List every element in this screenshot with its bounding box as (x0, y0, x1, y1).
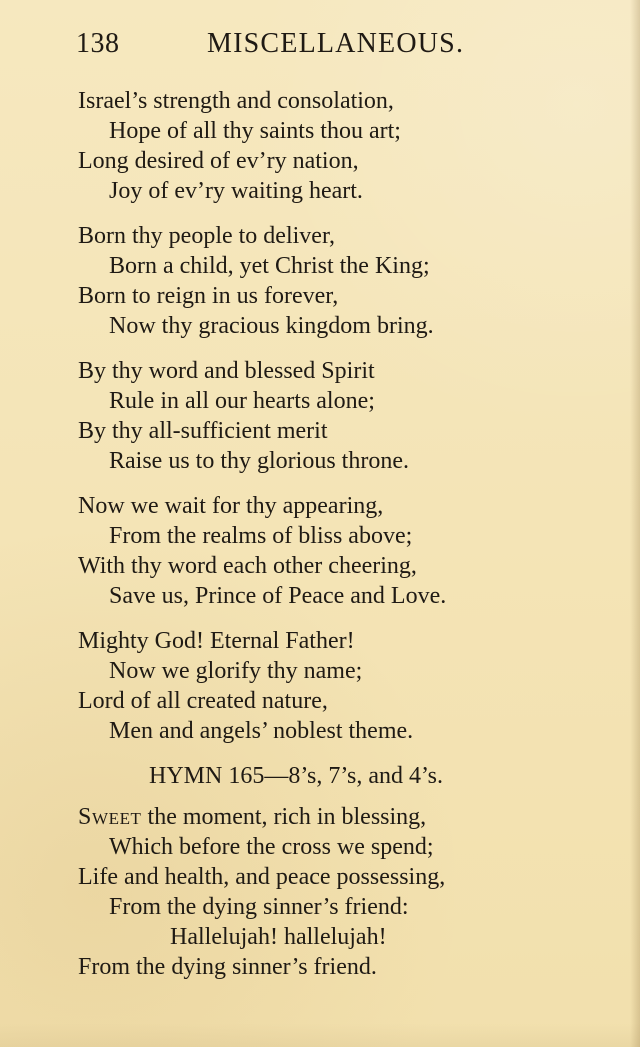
stanza-line: Lord of all created nature, (78, 688, 328, 714)
hymn-refrain: Hallelujah! hallelujah! (170, 924, 387, 950)
stanza-line: From the realms of bliss above; (109, 523, 413, 549)
stanza-line: Israel’s strength and consolation, (78, 88, 394, 114)
page-number: 138 (76, 28, 120, 59)
stanza-4 (78, 491, 578, 611)
page-header (76, 28, 554, 62)
stanza-line: Long desired of ev’ry nation, (78, 148, 359, 174)
page-content (78, 86, 578, 997)
stanza-line: With thy word each other cheering, (78, 553, 417, 579)
hymn-stanza (78, 802, 578, 982)
hymn-line: Which before the cross we spend; (109, 834, 434, 860)
stanza-line: By thy word and blessed Spirit (78, 358, 375, 384)
hymn-first-line (78, 802, 578, 832)
stanza-line: Now we wait for thy appearing, (78, 493, 384, 519)
stanza-5 (78, 626, 578, 746)
stanza-line: Hope of all thy saints thou art; (109, 118, 401, 144)
stanza-3 (78, 356, 578, 476)
stanza-line: Now we glorify thy name; (109, 658, 363, 684)
stanza-2 (78, 221, 578, 341)
running-title: MISCELLANEOUS. (207, 28, 465, 59)
stanza-1 (78, 86, 578, 206)
hymn-line: From the dying sinner’s friend. (78, 954, 377, 980)
stanza-line: Raise us to thy glorious throne. (109, 448, 409, 474)
page-edge-shadow (630, 0, 640, 1047)
stanza-line: Joy of ev’ry waiting heart. (109, 178, 363, 204)
stanza-line: Rule in all our hearts alone; (109, 388, 375, 414)
stanza-line: Men and angels’ noblest theme. (109, 718, 414, 744)
hymn-line: From the dying sinner’s friend: (109, 894, 409, 920)
stanza-line: Born thy people to deliver, (78, 223, 335, 249)
hymn-title: HYMN 165—8’s, 7’s, and 4’s. (149, 763, 444, 789)
stanza-line: Save us, Prince of Peace and Love. (109, 583, 447, 609)
stanza-line: By thy all-sufficient merit (78, 418, 328, 444)
hymn-first-word: Sweet (78, 804, 142, 830)
page-bottom-shadow (0, 1023, 640, 1047)
stanza-line: Born to reign in us forever, (78, 283, 339, 309)
stanza-line: Now thy gracious kingdom bring. (109, 313, 434, 339)
hymn-line: Life and health, and peace possessing, (78, 864, 446, 890)
stanza-line: Mighty God! Eternal Father! (78, 628, 355, 654)
hymn-first-line-rest: the moment, rich in blessing, (141, 804, 427, 830)
stanza-line: Born a child, yet Christ the King; (109, 253, 430, 279)
